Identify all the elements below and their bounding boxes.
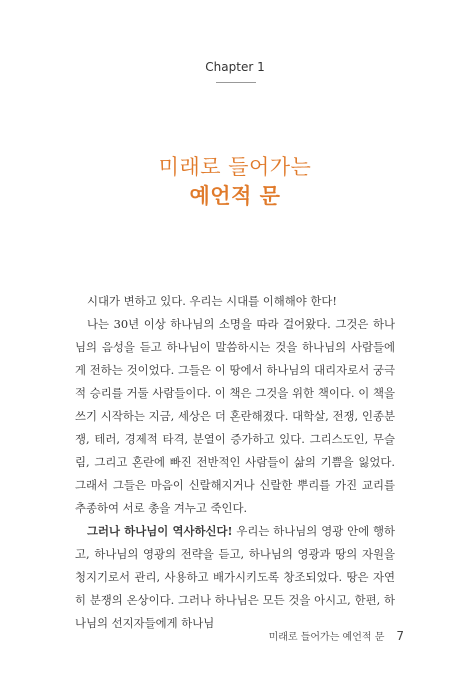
chapter-divider (216, 82, 256, 83)
running-title: 미래로 들어가는 예언적 문 (268, 632, 385, 643)
paragraph-3-text: 우리는 하나님의 영광 안에 행하고, 하나님의 영광의 전략을 듣고, 하나님의 영광과 땅의 자원을 청지기로서 관리, 사용하고 배가시키도록 창조되었다. 땅은 자연히 분쟁의 온상이다. 그러나 하나님은 모든 것을 아시고, 한편, 하나님의 선지자들에게 하나님 (75, 524, 395, 630)
chapter-title-line1: 미래로 들어가는 (158, 155, 312, 179)
page-number: 7 (396, 629, 404, 643)
paragraph-2: 나는 30년 이상 하나님의 소명을 따라 걸어왔다. 그것은 하나님의 음성을 듣고 하나님이 말씀하시는 것을 하나님의 사람들에게 전하는 것이었다. 그들은 이 땅에서 하나님의 대리자로서 궁극적 승리를 거둘 사람들이다. 이 책은 그것을 위한 책이다. 이 책을 쓰기 시작하는 지금, 세상은 더 혼란해졌다. 대학살, 전쟁, 인종분쟁, 테러, 경제적 타격, 분열이 증가하고 있다. 그리스도인, 무슬림, 그리고 혼란에 빠진 전반적인 사람들이 삶의 기쁨을 잃었다. 그래서 그들은 마음이 신랄해지거나 신랄한 뿌리를 가진 교리를 추종하여 서로 총을 겨누고 죽인다. (75, 317, 395, 515)
chapter-title-line2: 예언적 문 (189, 184, 281, 208)
page-footer (269, 628, 404, 643)
paragraph-3 (75, 520, 395, 635)
body-text (75, 290, 395, 635)
chapter-label: Chapter 1 (205, 60, 265, 74)
paragraph-1: 시대가 변하고 있다. 우리는 시대를 이해해야 한다! (87, 294, 337, 308)
paragraph-3-emphasis: 그러나 하나님이 역사하신다! (87, 524, 233, 538)
